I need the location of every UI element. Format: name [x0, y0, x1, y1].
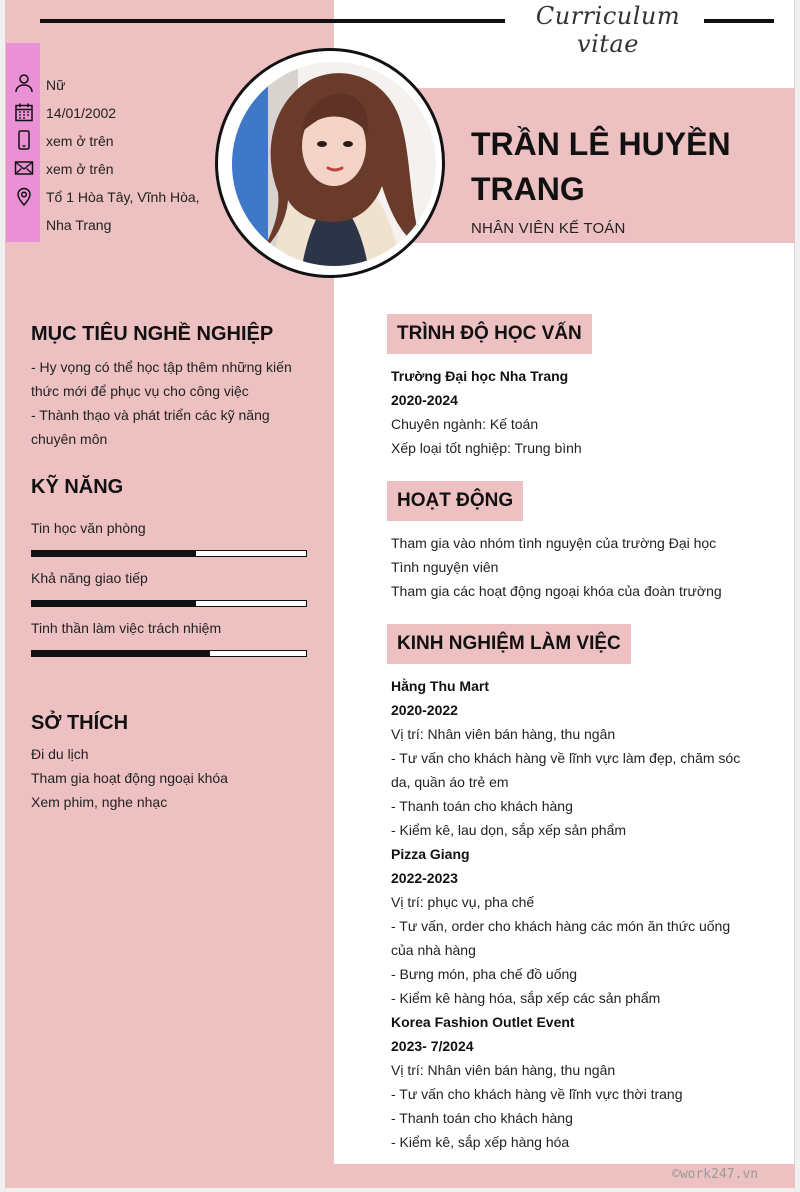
candidate-name: TRẦN LÊ HUYỀN TRANG: [471, 126, 731, 207]
contact-phone: xem ở trên: [46, 133, 114, 149]
job-line: da, quần áo trẻ em: [391, 774, 509, 790]
contact-birthday: 14/01/2002: [46, 105, 117, 121]
activities-heading: HOẠT ĐỘNG: [387, 481, 523, 521]
email-icon: [14, 158, 34, 178]
job-line: Vị trí: Nhân viên bán hàng, thu ngân: [391, 1062, 616, 1078]
activity-line: Tình nguyện viên: [391, 559, 499, 575]
job-period: 2020-2022: [391, 702, 458, 718]
skill-label: Tinh thần làm việc trách nhiệm: [31, 620, 222, 636]
education-heading: TRÌNH ĐỘ HỌC VẤN: [387, 314, 592, 354]
job-line: - Bưng món, pha chế đồ uống: [391, 966, 578, 982]
job-company: Hằng Thu Mart: [391, 678, 489, 694]
contact-icon-strip: [6, 43, 40, 242]
profile-photo: [232, 62, 436, 266]
user-icon: [14, 73, 34, 93]
job-company: Pizza Giang: [391, 846, 470, 862]
job-line: của nhà hàng: [391, 942, 476, 958]
activity-line: Tham gia các hoạt động ngoại khóa của đoàn trường: [391, 583, 722, 599]
hobbies-heading: SỞ THÍCH: [31, 712, 129, 734]
skill-bar-fill: [32, 651, 210, 656]
contact-address-line1: Tổ 1 Hòa Tây, Vĩnh Hòa,: [46, 189, 200, 205]
skill-bar-fill: [32, 551, 196, 556]
objective-line: - Thành thạo và phát triển các kỹ năng: [31, 407, 270, 423]
experience-heading: KINH NGHIỆM LÀM VIỆC: [387, 624, 631, 664]
header-rule-right: [704, 19, 774, 23]
skills-heading: KỸ NĂNG: [31, 476, 124, 498]
hobby-item: Tham gia hoạt động ngoại khóa: [31, 770, 228, 786]
hobby-item: Đi du lịch: [31, 746, 89, 762]
header-rule-left: [40, 19, 505, 23]
contact-email: xem ở trên: [46, 161, 114, 177]
education-major: Chuyên ngành: Kế toán: [391, 416, 539, 432]
education-rank: Xếp loại tốt nghiệp: Trung bình: [391, 440, 582, 456]
skill-bar: [31, 550, 307, 557]
job-period: 2023- 7/2024: [391, 1038, 474, 1054]
contact-gender: Nữ: [46, 77, 66, 93]
job-line: - Kiểm kê, lau dọn, sắp xếp sản phẩm: [391, 822, 627, 838]
activity-line: Tham gia vào nhóm tình nguyện của trường Đại học: [391, 535, 717, 551]
skill-label: Tin học văn phòng: [31, 520, 146, 536]
job-line: - Kiểm kê hàng hóa, sắp xếp các sản phẩm: [391, 990, 661, 1006]
calendar-icon: [14, 102, 34, 122]
objective-heading: MỤC TIÊU NGHỀ NGHIỆP: [31, 323, 274, 345]
skill-bar-fill: [32, 601, 196, 606]
job-line: - Tư vấn cho khách hàng về lĩnh vực thời trang: [391, 1086, 683, 1102]
job-title: NHÂN VIÊN KẾ TOÁN: [471, 220, 626, 237]
skill-bar: [31, 650, 307, 657]
cv-title: Curriculum vitae: [535, 2, 681, 58]
hobby-item: Xem phim, nghe nhạc: [31, 794, 168, 810]
objective-line: thức mới để phục vụ cho công việc: [31, 383, 249, 399]
education-school: Trường Đại học Nha Trang: [391, 368, 569, 384]
skill-label: Khả năng giao tiếp: [31, 570, 148, 586]
job-line: Vị trí: Nhân viên bán hàng, thu ngân: [391, 726, 616, 742]
phone-icon: [14, 130, 34, 150]
objective-line: chuyên môn: [31, 431, 108, 447]
job-line: - Thanh toán cho khách hàng: [391, 1110, 573, 1126]
job-line: - Kiểm kê, sắp xếp hàng hóa: [391, 1134, 570, 1150]
objective-line: - Hy vọng có thể học tập thêm những kiến: [31, 359, 292, 375]
contact-address-line2: Nha Trang: [46, 217, 112, 233]
location-pin-icon: [14, 186, 34, 206]
job-line: Vị trí: phục vụ, pha chế: [391, 894, 535, 910]
job-period: 2022-2023: [391, 870, 458, 886]
skill-bar: [31, 600, 307, 607]
job-line: - Tư vấn cho khách hàng về lĩnh vực làm đẹp, chăm sóc: [391, 750, 741, 766]
education-period: 2020-2024: [391, 392, 458, 408]
job-company: Korea Fashion Outlet Event: [391, 1014, 575, 1030]
job-line: - Tư vấn, order cho khách hàng các món ăn thức uống: [391, 918, 731, 934]
job-line: - Thanh toán cho khách hàng: [391, 798, 573, 814]
watermark: ©work247.vn: [672, 1167, 759, 1182]
